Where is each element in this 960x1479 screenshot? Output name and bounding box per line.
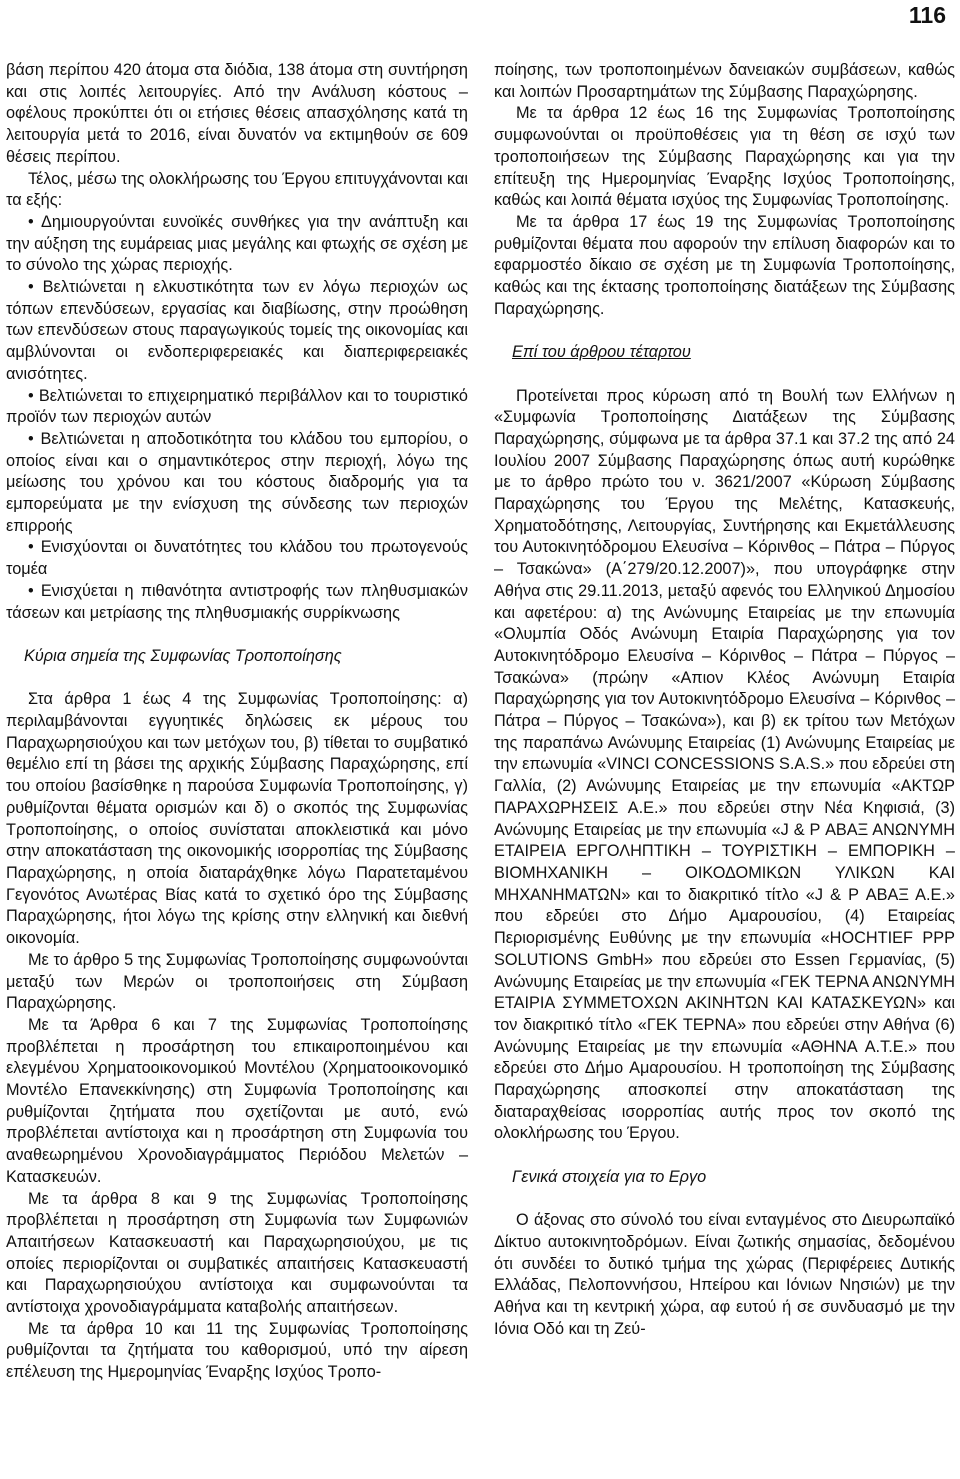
paragraph-spacer <box>494 1189 955 1211</box>
bullet-item: • Ενισχύεται η πιθανότητα αντιστροφής των πληθυσμιακών τάσεων και μετρίασης της πληθυσμιακής συρρίκνωσης <box>6 581 468 622</box>
paragraph: Με τα άρθρα 10 και 11 της Συμφωνίας Τροποποίησης ρυθμίζονται τα ζητήματα του καθορισμού, υπό την αίρεση επέλευση της Ημερομηνίας Έναρξης Ισχύος Τροπο- <box>6 1319 468 1382</box>
paragraph: Τέλος, μέσω της ολοκλήρωσης του Έργου επιτυγχάνονται και τα εξής: <box>6 169 469 210</box>
paragraph-spacer <box>494 364 955 386</box>
paragraph-spacer <box>494 320 955 342</box>
paragraph-spacer <box>6 624 468 646</box>
paragraph: Με τα Άρθρα 6 και 7 της Συμφωνίας Τροποποίησης προβλέπεται η προσάρτηση του επικαιροποιημένου και ελεγμένου Χρηματοοικονομικού Μοντέλου (Χρηματοοικονομικό Μοντέλο Επανεκκίνησης) στη Συμφωνία Τροποποίησης και ρυθμίζονται ζητήματα που σχετίζονται με αυτό, ενώ προβλέπεται αντίστοιχα και η προσάρτηση στη Συμφωνία του αναθεωρημένου Χρονοδιαγράμματος Περιόδου Μελετών – Κατασκευών. <box>6 1015 468 1186</box>
paragraph: Στα άρθρα 1 έως 4 της Συμφωνίας Τροποποίησης: α) περιλαμβάνονται εγγυητικές δηλώσεις εκ μέρους του Παραχωρησιούχου και των μετόχων του, β) τίθεται το συμβατικό θεμέλιο επί τη βάσει της αρχικής Σύμβασης Παραχώρησης, επί του οποίου βασίσθηκε η παρούσα Συμφωνία Τροποποίησης, γ) ρυθμίζονται θέματα ορισμών και δ) ο σκοπός της Συμφωνίας Τροποποίησης, ο οποίος συνίσταται αποκλειστικά και μόνο στην αποκατάσταση της οικονομικής ισορροπίας της Σύμβασης Παραχώρησης, η οποία διαταράχθηκε λόγω Παρατεταμένου Γεγονότος Ανωτέρας Βίας κατά το σχετικό όρο της Σύμβασης Παραχώρησης, ήτοι λόγω της κρίσης στην ελληνική και διεθνή οικονομία. <box>6 690 468 948</box>
paragraph-spacer <box>494 1145 955 1167</box>
bullet-item: • Βελτιώνεται η ελκυστικότητα των εν λόγω περιοχών ως τόπων επενδύσεων, εργασίας και διαβίωσης, στην προώθηση των επενδύσεων στους παραγωγικούς τομείς της οικονομίας και αμβλύνονται οι ενδοπεριφερειακές και διαπεριφερειακές ανισότητες. <box>6 278 468 383</box>
section-heading: Κύρια σημεία της Συμφωνίας Τροποποίησης <box>24 646 342 665</box>
section-heading: Επί του άρθρου τέταρτου <box>512 343 691 362</box>
right-column <box>494 60 955 1340</box>
paragraph: Με τα άρθρα 17 έως 19 της Συμφωνίας Τροποποίησης ρυθμίζονται θέματα που αφορούν την επίλυση διαφορών και το εφαρμοστέο δίκαιο σε σχέση με τη Συμφωνία Τροποποίησης, καθώς και της έκτασης τροποποίησης διατάξεων της Σύμβασης Παραχώρησης. <box>494 212 955 318</box>
section-heading: Γενικά στοιχεία για το Εργο <box>512 1167 707 1186</box>
bullet-item: • Βελτιώνεται το επιχειρηματικό περιβάλλον και το τουριστικό προϊόν των περιοχών αυτών <box>6 386 468 427</box>
paragraph: Προτείνεται προς κύρωση από τη Βουλή των Ελλήνων η «Συμφωνία Τροποποίησης Διατάξεων της Σύμβασης Παραχώρησης, σύμφωνα με τα άρθρα 37.1 και 37.2 της από 24 Ιουλίου 2007 Σύμβασης Παραχώρησης όπως αυτή κυρώθηκε με το άρθρο πρώτο του ν. 3621/2007 «Κύρωση Σύμβασης Παραχώρησης του Έργου της Μελέτης, Κατασκευής, Χρηματοδότησης, Λειτουργίας, Συντήρησης και Εκμετάλλευσης του Αυτοκινητόδρομου Ελευσίνα – Κόρινθος – Πάτρα – Πύργος – Τσακώνα» (Α΄279/20.12.2007)», που υπογράφηκε στην Αθήνα στις 29.11.2013, μεταξύ αφενός του Ελληνικού Δημοσίου και αφετέρου: α) της Ανώνυμης Εταιρείας με την επωνυμία «Ολυμπία Οδός Ανώνυμη Εταιρία Παραχώρησης για τον Αυτοκινητόδρομο Ελευσίνα – Κόρινθος – Πάτρα – Πύργος – Τσακώνα» (πρώην «Απιον Κλέος Ανώνυμη Εταιρία Παραχώρησης για τον Αυτοκινητόδρομο Ελευσίνα – Κόρινθος – Πάτρα – Πύργος – Τσακώνα»), και β) εκ τρίτου των Μετόχων της παραπάνω Ανώνυμης Εταιρείας (1) Ανώνυμης Εταιρείας με την επωνυμία «VINCI CONCESSIONS S.A.S.» που εδρεύει στη Γαλλία, (2) Ανώνυμης Εταιρείας με την επωνυμία «ΑΚΤΩΡ ΠΑΡΑΧΩΡΗΣΕΙΣ Α.Ε.» που εδρεύει στην Νέα Κηφισιά, (3) Ανώνυμης Εταιρείας με την επωνυμία «J & P ΑΒΑΞ ΑΝΩΝΥΜΗ ΕΤΑΙΡΕΙΑ ΕΡΓΟΛΗΠΤΙΚΗ – ΤΟΥΡΙΣΤΙΚΗ – ΕΜΠΟΡΙΚΗ – ΒΙΟΜΗΧΑΝΙΚΗ – ΟΙΚΟΔΟΜΙΚΩΝ ΥΛΙΚΩΝ ΚΑΙ ΜΗΧΑΝΗΜΑΤΩΝ» και το διακριτικό τίτλο «J & P ΑΒΑΞ Α.Ε.» που εδρεύει στο Δήμο Αμαρουσίου, (4) Εταιρείας Περιορισμένης Ευθύνης με την επωνυμία «HOCHTIEF PPP SOLUTIONS GmbH» που εδρεύει στο Essen Γερμανίας, (5) Ανώνυμης Εταιρείας με την επωνυμία «ΓΕΚ ΤΕΡΝΑ ΑΝΩΝΥΜΗ ΕΤΑΙΡΙΑ ΣΥΜΜΕΤΟΧΩΝ ΑΚΙΝΗΤΩΝ ΚΑΙ ΚΑΤΑΣΚΕΥΩΝ» και τον διακριτικό τίτλο «ΓΕΚ ΤΕΡΝΑ» που εδρεύει στην Αθήνα (6) Ανώνυμης Εταιρείας με την επωνυμία «ΑΘΗΝΑ Α.Τ.Ε.» που εδρεύει στο Δήμο Αμαρουσίου. Η τροποποίηση της Σύμβασης Παραχώρησης αποσκοπεί στην αποκατάσταση της διαταραχθείσας ισορροπίας αυτής προς τον σκοπό της ολοκλήρωσης του Έργου. <box>494 386 955 1143</box>
page-number: 116 <box>908 2 946 28</box>
paragraph: βάση περίπου 420 άτομα στα διόδια, 138 άτομα στη συντήρηση και στις λοιπές λειτουργίες. Από την Ανάλυση κόστους – οφέλους προκύπτει ότι οι ετήσιες θέσεις απασχόλησης κατά τη λειτουργία μετά το 2016, είναι δυνατόν να εκτιμηθούν σε 609 θέσεις περίπου. <box>6 61 468 166</box>
paragraph: Ο άξονας στο σύνολό του είναι ενταγμένος στο Διευρωπαϊκό Δίκτυο αυτοκινητοδρόμων. Είναι ζωτικής σημασίας, δεδομένου ότι συνδέει το δυτικό τμήμα της χώρας (Περιφέρειες Δυτικής Ελλάδας, Πελοποννήσου, Ηπείρου και Ιόνιων Νησιών) με την Αθήνα και τη κεντρική χώρα, αφ ευτού ή σε συνδυασμό με την Ιόνια Οδό και τη Ζεύ- <box>494 1211 955 1338</box>
paragraph: Με τα άρθρα 8 και 9 της Συμφωνίας Τροποποίησης προβλέπεται η προσάρτηση στη Συμφωνία των Συμφωνιών Απαιτήσεων Κατασκευαστή και Παραχωρησιούχου, με τις οποίες περιορίζονται οι συμβατικές απαιτήσεις Κατασκευαστή και Παραχωρησιούχου αντίστοιχα και συμφωνούνται τα αντίστοιχα χρονοδιαγράμματα καταβολής απαιτήσεων. <box>6 1189 468 1317</box>
paragraph-spacer <box>6 668 468 690</box>
paragraph: Με το άρθρο 5 της Συμφωνίας Τροποποίησης συμφωνούνται μεταξύ των Μερών οι τροποποιήσεις στη Σύμβαση Παραχώρησης. <box>6 950 468 1013</box>
paragraph: Με τα άρθρα 12 έως 16 της Συμφωνίας Τροποποίησης συμφωνούνται οι προϋποθέσεις για τη θέση σε ισχύ των τροποποιήσεων της Σύμβασης Παραχώρησης και για την επίτευξη της Ημερομηνίας Έναρξης Ισχύος Τροποποίησης, καθώς και λοιπά θέματα ισχύος της Συμφωνίας Τροποποίησης. <box>494 104 955 210</box>
left-column <box>6 60 468 1384</box>
bullet-item: • Ενισχύονται οι δυνατότητες του κλάδου του πρωτογενούς τομέα <box>6 538 468 579</box>
paragraph: ποίησης, των τροποποιημένων δανειακών συμβάσεων, καθώς και λοιπών Προσαρτημάτων της Σύμβασης Παραχώρησης. <box>494 61 955 101</box>
bullet-item: • Βελτιώνεται η αποδοτικότητα του κλάδου του εμπορίου, ο οποίος είναι και ο σημαντικότερος στην περιοχή, λόγω της μείωσης του χρόνου και του κόστους διαδρομής για τα εμπορεύματα με την ενίσχυση της σύνδεσης των περιοχών επιρροής <box>6 429 468 535</box>
bullet-item: • Δημιουργούνται ευνοϊκές συνθήκες για την ανάπτυξη και την αύξηση της ευμάρειας μιας μεγάλης και φτωχής σε σχέση με το σύνολο της χώρας περιοχής. <box>6 212 468 275</box>
